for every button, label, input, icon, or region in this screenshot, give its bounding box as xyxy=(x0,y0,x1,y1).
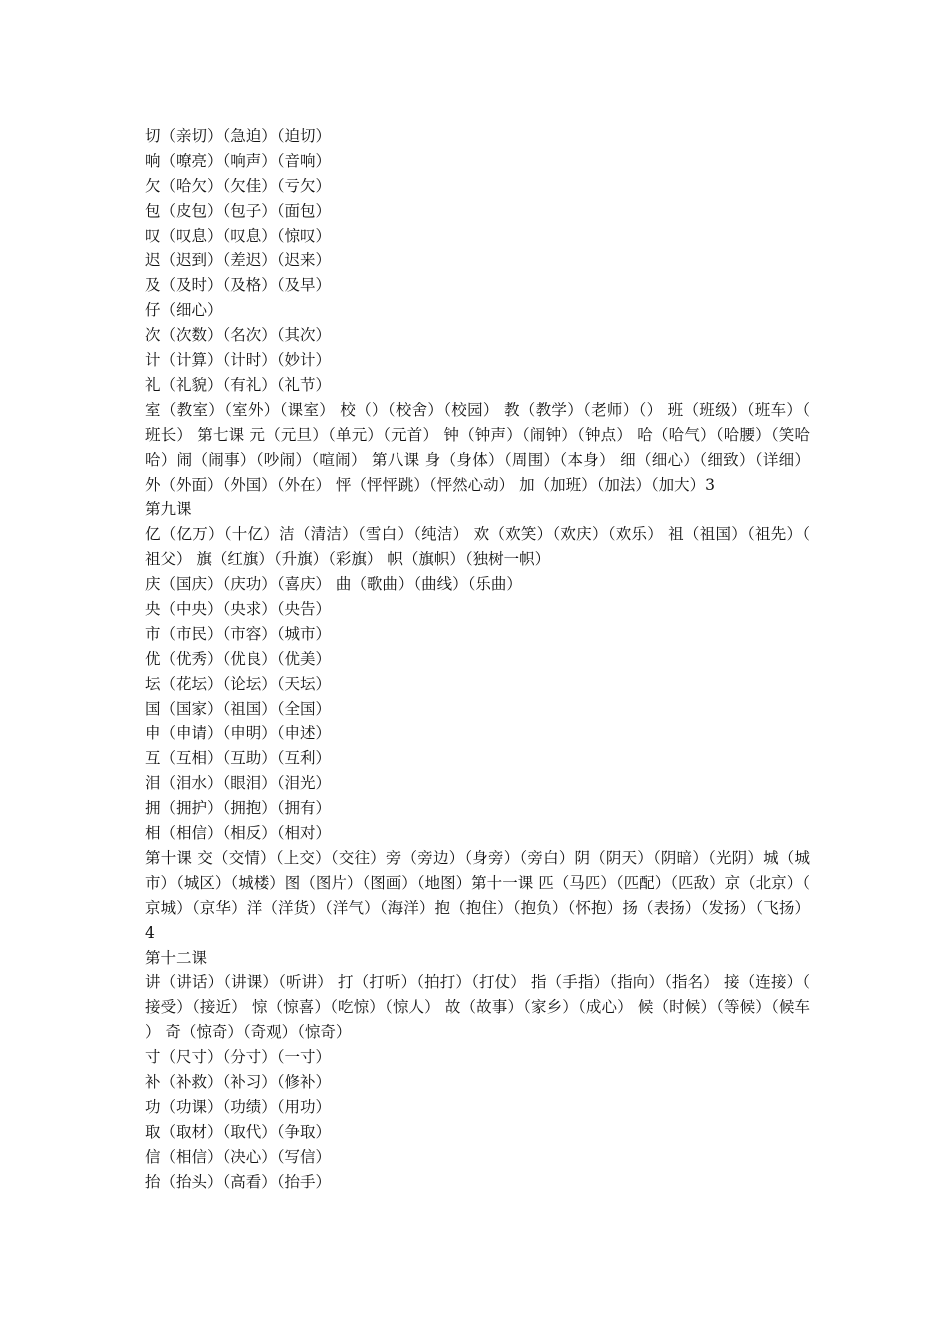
text-line: 申（申请）（申明）（申述） xyxy=(145,724,332,743)
text-line: 央（中央）（央求）（央告） xyxy=(145,600,332,619)
text-line: 互（互相）（互助）（互利） xyxy=(145,749,332,768)
text-line: 坛（花坛）（论坛）（天坛） xyxy=(145,674,332,693)
lesson-heading: 第九课 xyxy=(145,500,192,519)
text-line: 信（相信）（决心）（写信） xyxy=(145,1147,332,1166)
text-line: 仔（细心） xyxy=(145,301,223,320)
text-paragraph: 亿（亿万）（十亿）洁（清洁）（雪白）（纯洁） 欢（欢笑）（欢庆）（欢乐） 祖（祖国）（祖先）（祖父） 旗（红旗）（升旗）（彩旗） 帜（旗帜）（独树一帜） xyxy=(145,525,810,569)
text-line: 欠（哈欠）（欠佳）（亏欠） xyxy=(145,176,332,195)
text-line: 补（补救）（补习）（修补） xyxy=(145,1073,332,1092)
text-line: 响（嘹亮）（响声）（音响） xyxy=(145,151,332,170)
document-body xyxy=(145,124,810,1195)
text-paragraph: 第十课 交（交情）（上交）（交往）旁（旁边）（身旁）（旁白）阴（阴天）（阴暗）（光阴）城（城市）（城区）（城楼）图（图片）（图画）（地图）第十一课 匹（马匹）（匹配）（匹敌）京（北京）（京城）（京华）洋（洋货）（洋气）（海洋）抱（抱住）（抱负）（怀抱）扬（表扬）（发扬）（飞扬）4 xyxy=(145,848,810,942)
text-line: 切（亲切）（急迫）（迫切） xyxy=(145,127,332,145)
text-line: 叹（叹息）（叹息）（惊叹） xyxy=(145,226,332,245)
text-line: 次（次数）（名次）（其次） xyxy=(145,326,332,345)
text-line: 计（计算）（计时）（妙计） xyxy=(145,351,332,370)
text-line: 国（国家）（祖国）（全国） xyxy=(145,699,332,718)
text-paragraph: 讲（讲话）（讲课）（听讲） 打（打听）（拍打）（打仗） 指（手指）（指向）（指名） 接（连接）（接受）（接近） 惊（惊喜）（吃惊）（惊人） 故（故事）（家乡）（成心） 候（时候）（等候）（候车） 奇（惊奇）（奇观）（惊奇） xyxy=(145,973,810,1042)
text-line: 抬（抬头）（高看）（抬手） xyxy=(145,1172,332,1191)
text-line: 包（皮包）（包子）（面包） xyxy=(145,201,332,220)
text-line: 功（功课）（功绩）（用功） xyxy=(145,1097,332,1116)
text-line: 市（市民）（市容）（城市） xyxy=(145,624,332,643)
text-line: 泪（泪水）（眼泪）（泪光） xyxy=(145,774,332,793)
text-paragraph: 室（教室）（室外）（课室） 校（）（校舍）（校园） 教（教学）（老师）（） 班（班级）（班车）（班长） 第七课 元（元旦）（单元）（元首） 钟（钟声）（闹钟）（钟点） 哈（哈气）（哈腰）（笑哈哈）闹（闹事）（吵闹）（喧闹） 第八课 身（身体）（周围）（本身） 细（细心）（细致）（详细） 外（外面）（外国）（外在） 怦（怦怦跳）（怦然心动） 加（加班）（加法）（加大）3 xyxy=(145,400,810,494)
text-line: 迟（迟到）（差迟）（迟来） xyxy=(145,251,332,270)
text-line: 礼（礼貌）（有礼）（礼节） xyxy=(145,375,332,394)
text-line: 庆（国庆）（庆功）（喜庆） 曲（歌曲）（曲线）（乐曲） xyxy=(145,575,522,594)
text-line: 及（及时）（及格）（及早） xyxy=(145,276,332,295)
text-line: 拥（拥护）（拥抱）（拥有） xyxy=(145,799,332,818)
text-line: 相（相信）（相反）（相对） xyxy=(145,824,332,843)
text-line: 取（取材）（取代）（争取） xyxy=(145,1122,332,1141)
text-line: 寸（尺寸）（分寸）（一寸） xyxy=(145,1048,332,1067)
text-line: 优（优秀）（优良）（优美） xyxy=(145,649,332,668)
lesson-heading: 第十二课 xyxy=(145,948,208,967)
